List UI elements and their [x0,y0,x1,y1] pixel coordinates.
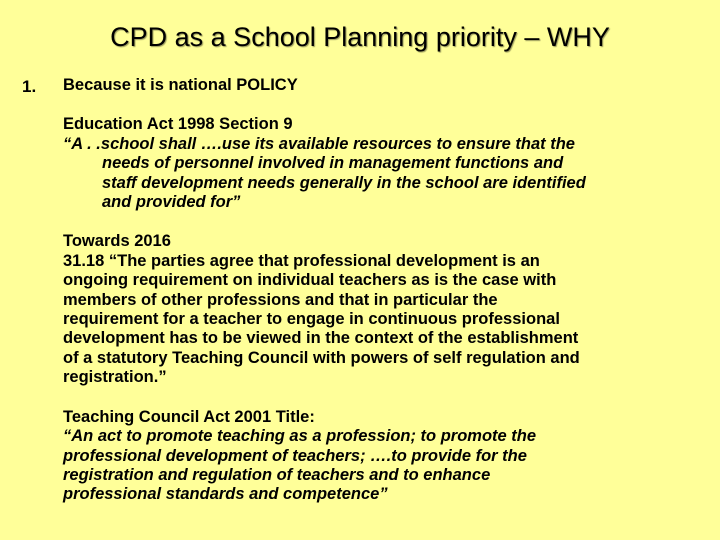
education-act-heading: Education Act 1998 Section 9 [63,115,293,134]
teaching-council-act-section [63,408,713,505]
teaching-council-act-quote-line: registration and regulation of teachers and to enhance [63,465,491,484]
teaching-council-act-quote-line: professional standards and competence” [63,485,388,504]
slide-title: CPD as a School Planning priority – WHY [110,22,610,52]
education-act-quote-line: needs of personnel involved in management functions and [102,154,564,173]
education-act-quote-line: staff development needs generally in the school are identified [102,173,586,192]
slide-body [63,76,713,505]
towards-2016-line: requirement for a teacher to engage in continuous professional [63,310,560,329]
teaching-council-act-quote-line: professional development of teachers; ….to provide for the [63,446,527,465]
education-act-quote-line: and provided for” [102,193,241,212]
towards-2016-line: members of other professions and that in particular the [63,290,498,309]
list-number: 1. [22,77,37,96]
towards-2016-line: ongoing requirement on individual teachers as is the case with [63,271,557,290]
teaching-council-act-heading: Teaching Council Act 2001 Title: [63,407,315,426]
towards-2016-line: registration.” [63,368,167,387]
towards-2016-line: of a statutory Teaching Council with powers of self regulation and [63,348,580,367]
education-act-section [63,115,713,212]
towards-2016-line: 31.18 “The parties agree that professional development is an [63,251,540,270]
towards-2016-heading: Towards 2016 [63,232,171,251]
policy-heading: Because it is national POLICY [63,76,298,94]
towards-2016-section [63,232,713,387]
towards-2016-line: development has to be viewed in the context of the establishment [63,329,579,348]
teaching-council-act-quote-line: “An act to promote teaching as a profession; to promote the [63,427,537,446]
education-act-quote-line: “A . .school shall ….use its available resources to ensure that the [63,134,575,153]
